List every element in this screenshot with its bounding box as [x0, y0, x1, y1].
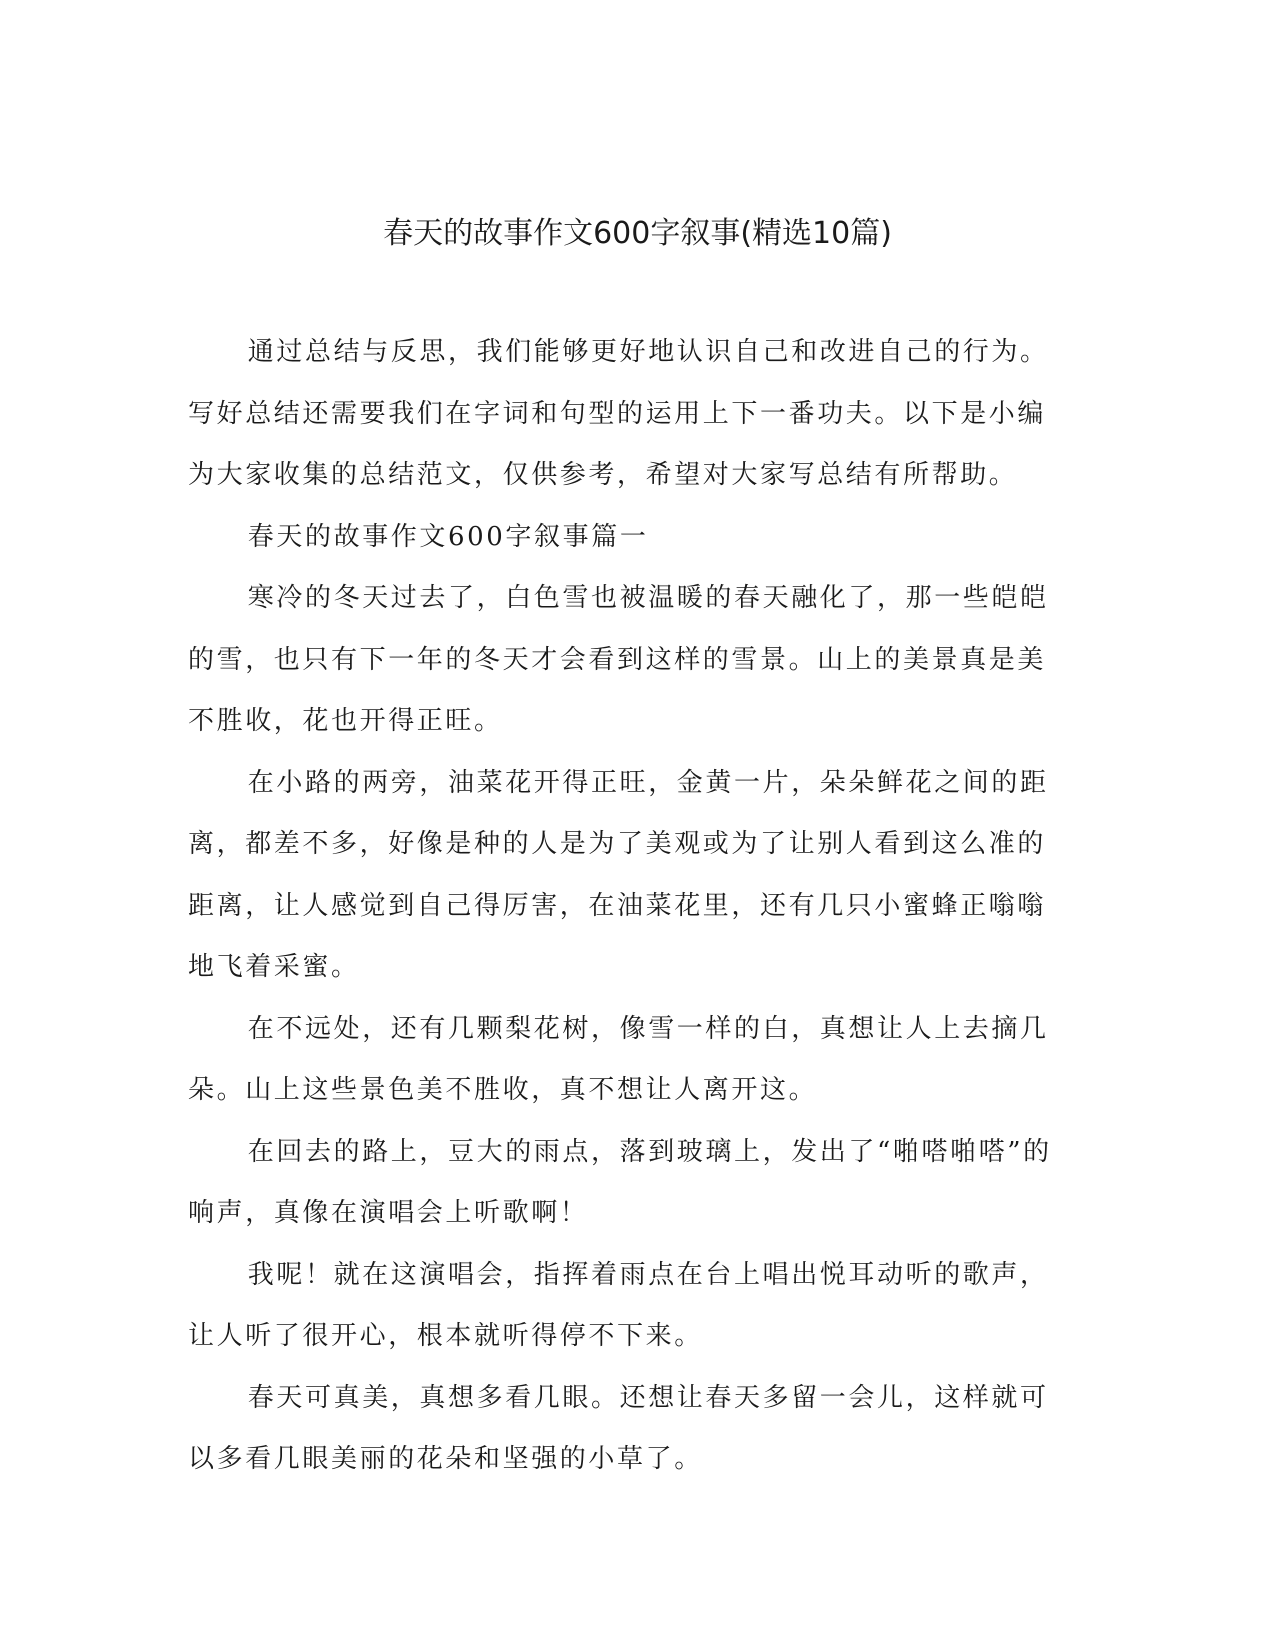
section-heading: 春天的故事作文600字叙事篇一 [247, 521, 649, 552]
document-title: 春天的故事作文600字叙事(精选10篇) [383, 216, 892, 251]
paragraph: 寒冷的冬天过去了，白色雪也被温暖的春天融化了，那一些皑皑的雪，也只有下一年的冬天才会看到这样的雪景。山上的美景真是美不胜收，花也开得正旺。 [188, 583, 1049, 736]
paragraph: 在不远处，还有几颗梨花树，像雪一样的白，真想让人上去摘几朵。山上这些景色美不胜收，真不想让人离开这。 [188, 1013, 1049, 1105]
paragraph: 我呢！就在这演唱会，指挥着雨点在台上唱出悦耳动听的歌声，让人听了很开心，根本就听得停不下来。 [188, 1259, 1049, 1351]
paragraph: 在小路的两旁，油菜花开得正旺，金黄一片，朵朵鲜花之间的距离，都差不多，好像是种的人是为了美观或为了让别人看到这么准的距离，让人感觉到自己得厉害，在油菜花里，还有几只小蜜蜂正嗡嗡地飞着采蜜。 [188, 767, 1049, 982]
paragraph: 在回去的路上，豆大的雨点，落到玻璃上，发出了“啪嗒啪嗒”的响声，真像在演唱会上听歌啊！ [188, 1136, 1052, 1228]
paragraph-intro: 通过总结与反思，我们能够更好地认识自己和改进自己的行为。写好总结还需要我们在字词和句型的运用上下一番功夫。以下是小编为大家收集的总结范文，仅供参考，希望对大家写总结有所帮助。 [188, 337, 1049, 490]
paragraph: 春天可真美，真想多看几眼。还想让春天多留一会儿，这样就可以多看几眼美丽的花朵和坚强的小草了。 [188, 1382, 1049, 1474]
document-body [188, 322, 1073, 1491]
